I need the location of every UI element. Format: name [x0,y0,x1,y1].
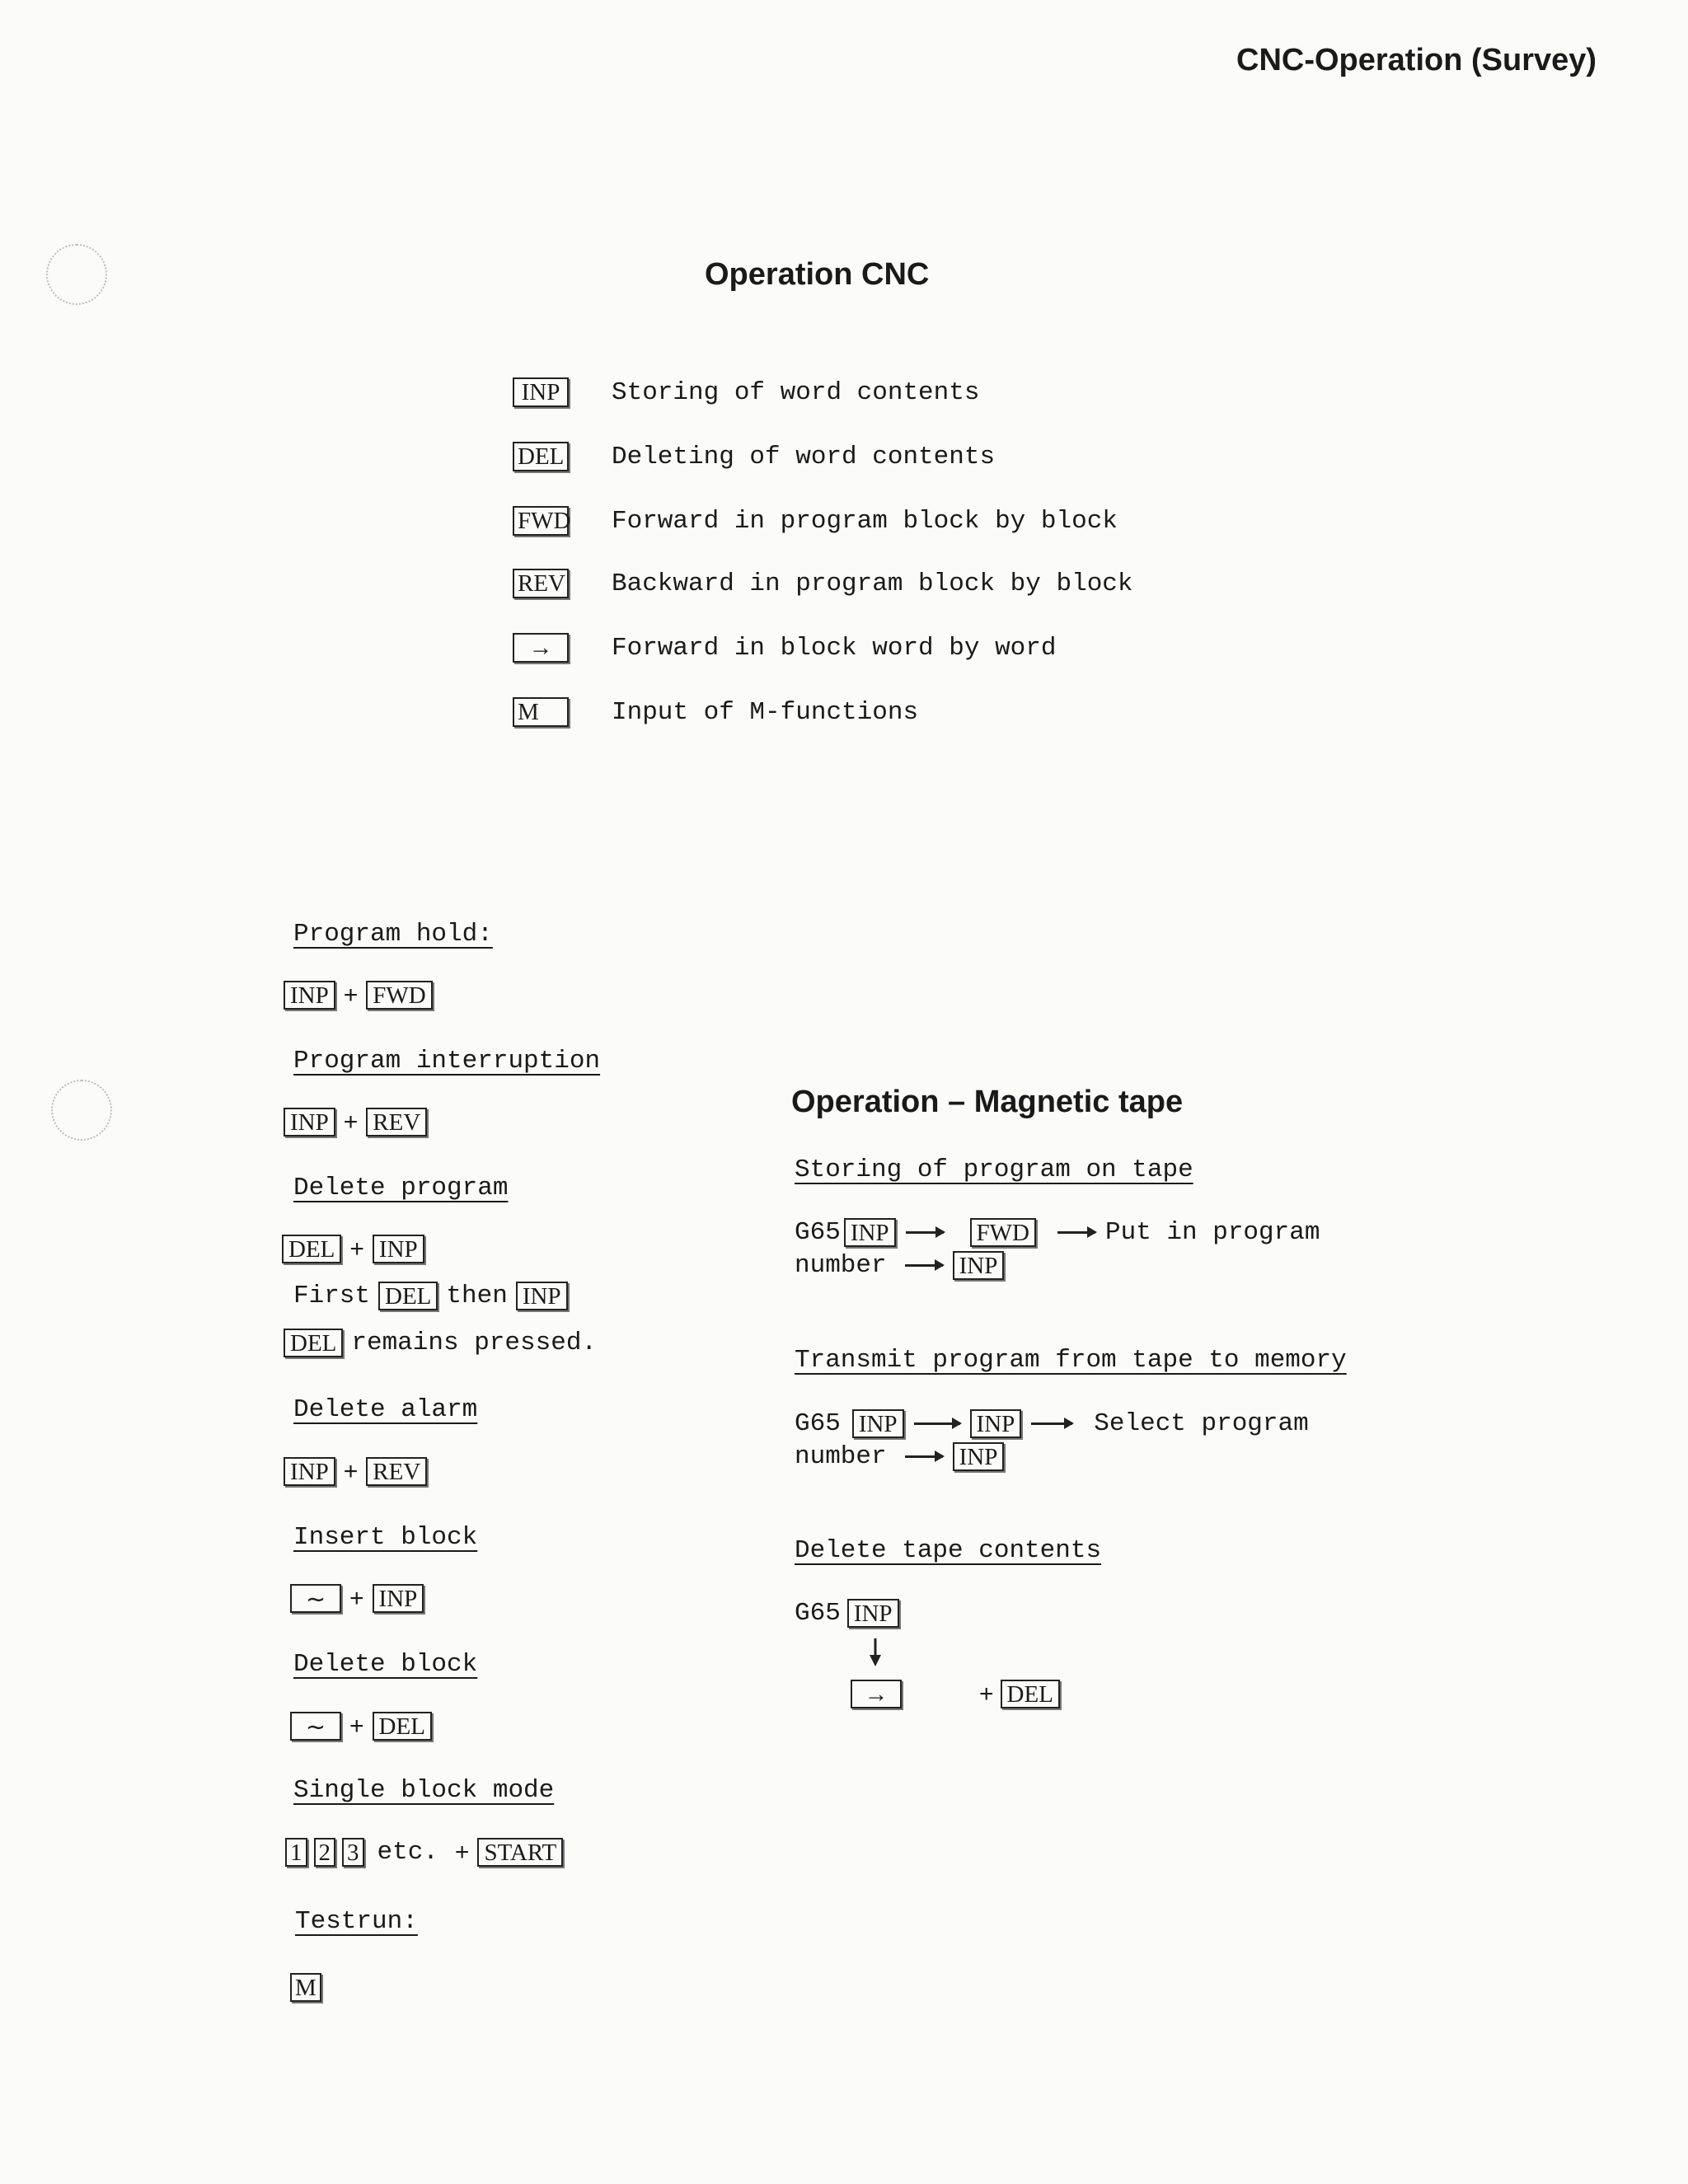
transmit-program-title: Transmit program from tape to memory [795,1346,1347,1375]
inp-key[interactable]: INP [284,1108,335,1137]
cnc-row-m [513,697,918,727]
fwd-key[interactable]: FWD [970,1218,1036,1247]
testrun-title: Testrun: [295,1907,418,1936]
storing-on-tape-title: Storing of program on tape [795,1155,1193,1184]
magnetic-tape-section-title: Operation – Magnetic tape [791,1085,1184,1119]
del-key[interactable]: DEL [373,1712,432,1741]
cnc-row-inp [513,377,979,407]
inp-key[interactable]: INP [847,1599,899,1628]
delete-program-note [284,1329,597,1357]
g65-code: G65 [795,1218,841,1247]
plus-sign: + [349,1584,364,1612]
storing-on-tape-line2 [795,1251,1004,1280]
cnc-row-description: Input of M-functions [612,697,919,727]
cnc-row-fwd [513,506,1118,536]
inp-key[interactable]: INP [852,1409,904,1438]
tilde-key[interactable]: ∼ [290,1584,341,1613]
program-interruption-title: Program interruption [293,1047,601,1076]
start-key[interactable]: START [477,1838,563,1867]
del-key[interactable]: DEL [1001,1680,1060,1708]
del-key[interactable]: DEL [284,1329,343,1357]
cnc-row-del [513,442,995,471]
insert-block-keys [290,1584,424,1613]
plus-sign: + [454,1838,470,1866]
g65-code: G65 [795,1409,841,1438]
inp-key[interactable]: INP [284,1457,335,1486]
then-text: then [446,1282,508,1310]
cnc-row-rev [513,569,1133,598]
arrow-right-icon [914,1422,960,1425]
key-1[interactable]: 1 [285,1838,307,1867]
remains-pressed-text: remains pressed. [351,1329,598,1357]
delete-block-title: Delete block [293,1650,478,1679]
arrow-right-icon [905,1264,943,1267]
inp-key[interactable]: INP [284,981,335,1010]
cnc-row-description: Backward in program block by block [612,569,1133,598]
program-interruption-keys [284,1108,427,1137]
page-header-title: CNC-Operation (Survey) [1236,43,1597,77]
punch-hole-top [46,244,107,305]
del-key[interactable]: DEL [378,1282,438,1310]
cnc-section-title: Operation CNC [705,257,930,292]
inp-key[interactable]: INP [844,1218,896,1247]
number-text: number [795,1442,887,1471]
plus-sign: + [343,1108,359,1136]
number-text: number [795,1251,887,1280]
plus-sign: + [343,981,359,1009]
inp-key[interactable]: INP [373,1584,424,1613]
cnc-row-description: Forward in program block by block [612,506,1118,536]
arrow-right-key[interactable]: → [513,633,569,663]
program-hold-title: Program hold: [293,920,493,949]
arrow-right-icon [906,1231,944,1234]
transmit-program-line2 [795,1442,1004,1471]
delete-program-sequence [293,1282,568,1310]
fwd-key[interactable]: FWD [366,981,432,1010]
delete-tape-line1 [795,1599,899,1628]
plus-sign: + [349,1235,364,1263]
inp-key[interactable]: INP [970,1409,1022,1438]
arrow-down-icon [867,1638,884,1668]
rev-key[interactable]: REV [513,569,569,598]
delete-tape-line2 [851,1680,1060,1708]
delete-program-keys [282,1235,424,1263]
punch-hole-middle [51,1080,112,1141]
delete-alarm-keys [284,1457,427,1486]
arrow-right-icon [1031,1422,1072,1425]
inp-key[interactable]: INP [513,377,569,407]
delete-program-title: Delete program [293,1174,509,1202]
delete-tape-contents-title: Delete tape contents [795,1536,1102,1565]
m-key[interactable]: M [290,1973,321,2002]
plus-sign: + [343,1457,359,1485]
key-3[interactable]: 3 [342,1838,364,1867]
storing-on-tape-line1 [795,1218,1320,1247]
insert-block-title: Insert block [293,1523,478,1552]
delete-alarm-title: Delete alarm [293,1395,478,1424]
m-key[interactable]: M [513,697,569,727]
inp-key[interactable]: INP [953,1251,1005,1280]
transmit-program-line1 [795,1409,1309,1438]
inp-key[interactable]: INP [373,1235,424,1263]
cnc-row-arrow [513,633,1057,663]
etc-text: etc. [377,1838,438,1867]
transmit-instruction-text: Select program [1094,1409,1309,1438]
delete-block-keys [290,1712,432,1741]
rev-key[interactable]: REV [366,1108,427,1137]
cnc-row-description: Storing of word contents [612,377,980,407]
plus-sign: + [979,1680,994,1708]
key-2[interactable]: 2 [314,1838,336,1867]
cnc-row-description: Deleting of word contents [612,442,996,471]
single-block-mode-title: Single block mode [293,1776,555,1805]
single-block-mode-keys [285,1838,563,1867]
program-hold-keys [284,981,433,1010]
storing-instruction-text: Put in program [1105,1218,1320,1247]
g65-code: G65 [795,1599,841,1628]
del-key[interactable]: DEL [513,442,569,471]
rev-key[interactable]: REV [366,1457,427,1486]
plus-sign: + [349,1712,364,1740]
fwd-key[interactable]: FWD [513,506,569,536]
cnc-row-description: Forward in block word by word [612,633,1057,663]
arrow-right-icon [905,1455,943,1458]
first-text: First [293,1282,371,1310]
testrun-keys [290,1973,325,2002]
del-key[interactable]: DEL [282,1235,341,1263]
tilde-key[interactable]: ∼ [290,1712,341,1741]
inp-key[interactable]: INP [516,1282,568,1310]
arrow-right-icon [1057,1231,1095,1234]
arrow-right-key[interactable]: → [851,1680,902,1708]
inp-key[interactable]: INP [953,1442,1005,1471]
